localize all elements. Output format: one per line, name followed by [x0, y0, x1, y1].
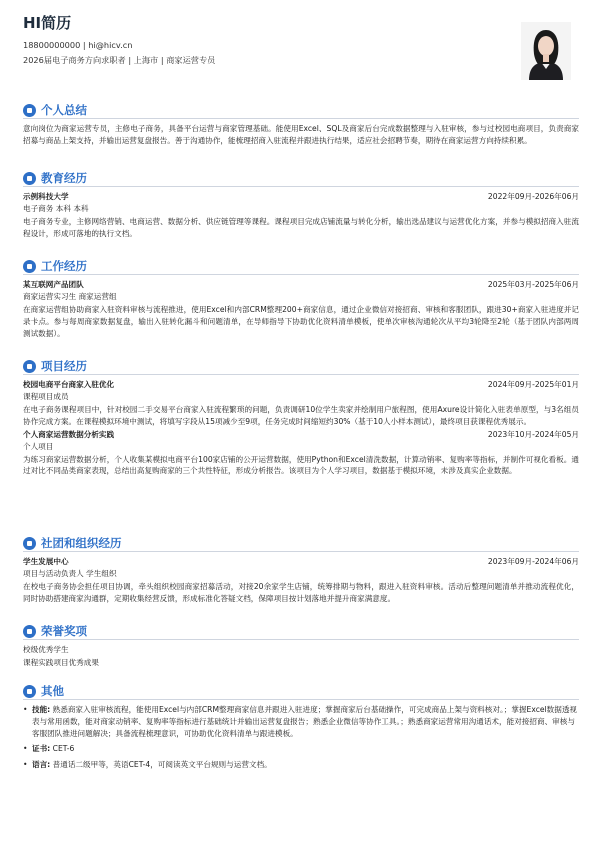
education-date: 2022年09月-2026年06月 — [487, 192, 579, 201]
project-entry-header — [23, 429, 579, 441]
education-section — [23, 170, 579, 240]
graduation-cap-icon — [23, 172, 36, 185]
honors-header — [23, 623, 579, 640]
club-role: 项目与活动负责人 学生组织 — [23, 569, 117, 579]
work-header — [23, 258, 579, 275]
other-item-languages — [23, 759, 579, 771]
club-org: 学生发展中心 — [23, 557, 69, 566]
summary-title: 个人总结 — [41, 103, 87, 117]
clubs-header — [23, 535, 579, 552]
club-date: 2023年09月-2024年06月 — [487, 557, 579, 566]
profile-photo-image — [521, 22, 571, 80]
more-icon — [23, 685, 36, 698]
group-icon — [23, 537, 36, 550]
work-title: 工作经历 — [41, 259, 87, 273]
project-name: 个人商家运营数据分析实践 — [23, 429, 115, 439]
contact-line: 18800000000 | hi@hicv.cn — [23, 39, 133, 50]
work-description: 在商家运营组协助商家入驻资料审核与流程推进，使用Excel和内部CRM整理200+商家信息，通过企业微信对接招商、审核和客服团队，跟进30+商家入驻进度并记录卡点。参与每周商家数据复盘，输出入驻转化漏斗和问题清单，在导师指导下协助优化资料清单模板，使单次审核沟通轮次从平均3轮降至2轮（基于团队内部两周测试数据）。 — [23, 305, 579, 338]
education-school: 示例科技大学 — [23, 192, 69, 201]
job-intent-line: 2026届电子商务方向求职者 | 上海市 | 商家运营专员 — [23, 55, 216, 66]
education-header — [23, 170, 579, 187]
project-name: 校园电商平台商家入驻优化 — [23, 380, 115, 389]
clubs-section — [23, 535, 579, 605]
other-title: 其他 — [41, 684, 64, 698]
resume-header — [23, 14, 503, 66]
projects-header — [23, 358, 579, 375]
certificates-text: CET-6 — [52, 744, 75, 754]
work-company: 某互联网产品团队 — [23, 280, 84, 289]
summary-header — [23, 102, 579, 119]
languages-label: 语言: — [32, 760, 51, 770]
education-description: 电子商务专业，主修网络营销、电商运营、数据分析、供应链管理等课程。课程项目完成店铺流量与转化分析，输出选品建议与运营优化方案，并参与模拟招商入驻流程设计，形成可落地的执行文档。 — [23, 217, 579, 238]
honor-item: 课程实践项目优秀成果 — [23, 657, 99, 667]
education-major: 电子商务 本科 本科 — [23, 204, 89, 214]
project-role: 课程项目成员 — [23, 392, 69, 402]
club-entry-header — [23, 556, 579, 568]
club-description: 在校电子商务协会担任项目协调，牵头组织校园商家招募活动，对接20余家学生店铺，统筹排期与物料，跟进入驻资料审核。活动后整理问题清单并推动流程优化，同时协助搭建商家沟通群，定期收集经营反馈，形成标准化答疑文档，保障项目按计划落地并提升商家满意度。 — [23, 582, 579, 603]
education-title: 教育经历 — [41, 171, 87, 185]
work-date: 2025年03月-2025年06月 — [487, 280, 579, 289]
work-section — [23, 258, 579, 339]
project-entry-header — [23, 379, 579, 391]
honor-item: 校级优秀学生 — [23, 645, 69, 654]
skills-label: 技能: — [32, 705, 51, 714]
project-date: 2024年09月-2025年01月 — [487, 380, 579, 389]
project-icon — [23, 360, 36, 373]
projects-title: 项目经历 — [41, 359, 87, 373]
other-header — [23, 683, 579, 700]
project-description: 在电子商务课程项目中，针对校园二手交易平台商家入驻流程繁琐的问题，负责调研10位学生卖家并绘制用户旅程图，使用Axure设计简化入驻表单原型，与3名组员协作完成方案。在课程模拟环境中测试，将填写字段从15项减少至9项，任务完成时间缩短约30%（基于10人小样本测试），最终项目获课程优秀展示。 — [23, 405, 579, 426]
projects-section — [23, 358, 579, 477]
work-role: 商家运营实习生 商家运营组 — [23, 292, 117, 302]
honors-title: 荣誉奖项 — [41, 624, 87, 638]
project-date: 2023年10月-2024年05月 — [487, 429, 579, 439]
resume-name: HI简历 — [23, 14, 72, 32]
certificates-label: 证书: — [32, 744, 51, 754]
project-role: 个人项目 — [23, 441, 54, 451]
profile-photo — [521, 22, 571, 80]
other-item-skills — [23, 704, 579, 739]
languages-text: 普通话二级甲等，英语CET-4，可阅读英文平台规则与运营文档。 — [52, 760, 272, 770]
other-section — [23, 683, 579, 775]
work-entry-header — [23, 279, 579, 291]
briefcase-icon — [23, 260, 36, 273]
project-description: 为练习商家运营数据分析，个人收集某模拟电商平台100家店铺的公开运营数据，使用Python和Excel清洗数据，计算动销率、复购率等指标，并制作可视化看板。通过对比不同品类商家表现，总结出高复购商家的三个共性特征，形成分析报告。该项目为个人学习项目，数据基于模拟环境，未涉及真实企业数据。 — [23, 454, 579, 476]
skills-text: 熟悉商家入驻审核流程，能使用Excel与内部CRM整理商家信息并跟进入驻进度；掌握商家后台基础操作，可完成商品上架与资料核对。；掌握Excel数据透视表与常用函数，能对商家动销率、复购率等指标进行基础统计并输出运营复盘报告；熟悉企业微信等协作工具。；熟悉商家运营常用沟通话术，能对接招商、审核与客服团队推进问题解决；具备流程梳理意识，可协助优化资料清单与跟进模板。 — [32, 705, 578, 738]
clubs-title: 社团和组织经历 — [41, 536, 122, 550]
other-item-certificates — [23, 743, 579, 755]
summary-section — [23, 102, 579, 147]
education-entry-header — [23, 191, 579, 203]
honors-section — [23, 623, 579, 670]
person-icon — [23, 104, 36, 117]
trophy-icon — [23, 625, 36, 638]
other-list — [23, 704, 579, 771]
summary-text: 意向岗位为商家运营专员，主修电子商务，具备平台运营与商家管理基础。能使用Excel、SQL及商家后台完成数据整理与入驻审核，参与过校园电商项目，负责商家招募与商品上架支持，并输出运营复盘报告。善于沟通协作，能梳理招商入驻流程并跟进执行结果，适应社会招聘节奏，期待在商家运营方向持续积累。 — [23, 124, 579, 145]
